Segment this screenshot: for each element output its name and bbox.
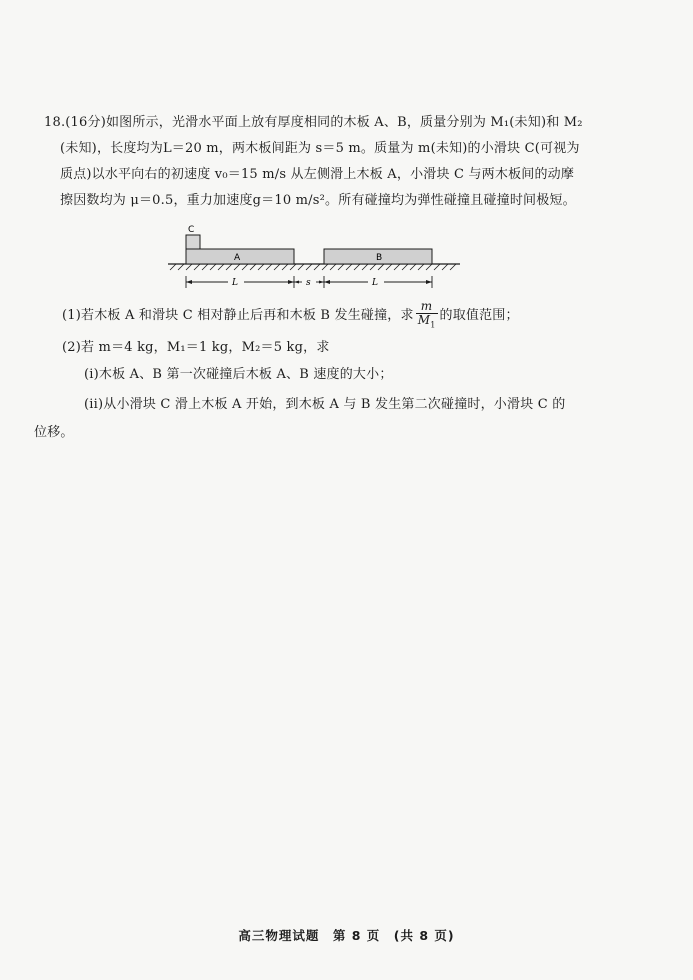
problem-line-1: 18.(16分)如图所示，光滑水平面上放有厚度相同的木板 A、B，质量分别为 M₁(未知)和 M₂ [44, 115, 583, 130]
q1-frac-numerator: m [416, 300, 438, 314]
boards-diagram [160, 222, 470, 302]
dim-label-s: s [306, 278, 311, 288]
block-c [186, 235, 200, 249]
ground-hatching [170, 264, 456, 270]
question-2-i: (i)木板 A、B 第一次碰撞后木板 A、B 速度的大小； [84, 367, 393, 382]
problem-line-3: 质点)以水平向右的初速度 v₀＝15 m/s 从左侧滑上木板 A，小滑块 C 与两木板间的动摩 [60, 167, 575, 182]
question-2-ii-line-1: (ii)从小滑块 C 滑上木板 A 开始，到木板 A 与 B 发生第二次碰撞时，小滑块 C 的 [84, 397, 566, 412]
dim-label-l2: L [372, 278, 378, 288]
q1-text-post: 的取值范围； [439, 308, 519, 324]
page-footer: 高三物理试题 第 8 页 (共 8 页) [238, 928, 455, 943]
problem-line-2: (未知)，长度均为L＝20 m，两木板间距为 s＝5 m。质量为 m(未知)的小滑块 C(可视为 [60, 141, 580, 156]
question-2-ii-line-2: 位移。 [34, 425, 74, 440]
label-a: A [234, 253, 241, 263]
q1-text-pre: (1)若木板 A 和滑块 C 相对静止后再和木板 B 发生碰撞，求 [62, 308, 414, 324]
label-b: B [376, 253, 383, 263]
question-2: (2)若 m＝4 kg，M₁＝1 kg，M₂＝5 kg，求 [62, 340, 330, 355]
q1-fraction [416, 300, 438, 331]
question-1 [62, 300, 519, 331]
q1-frac-denominator: $M_1$ [417, 313, 436, 330]
problem-line-4: 擦因数均为 μ＝0.5，重力加速度g＝10 m/s²。所有碰撞均为弹性碰撞且碰撞时间极短。 [60, 193, 576, 208]
label-c: C [188, 225, 195, 235]
dim-label-l1: L [232, 278, 238, 288]
